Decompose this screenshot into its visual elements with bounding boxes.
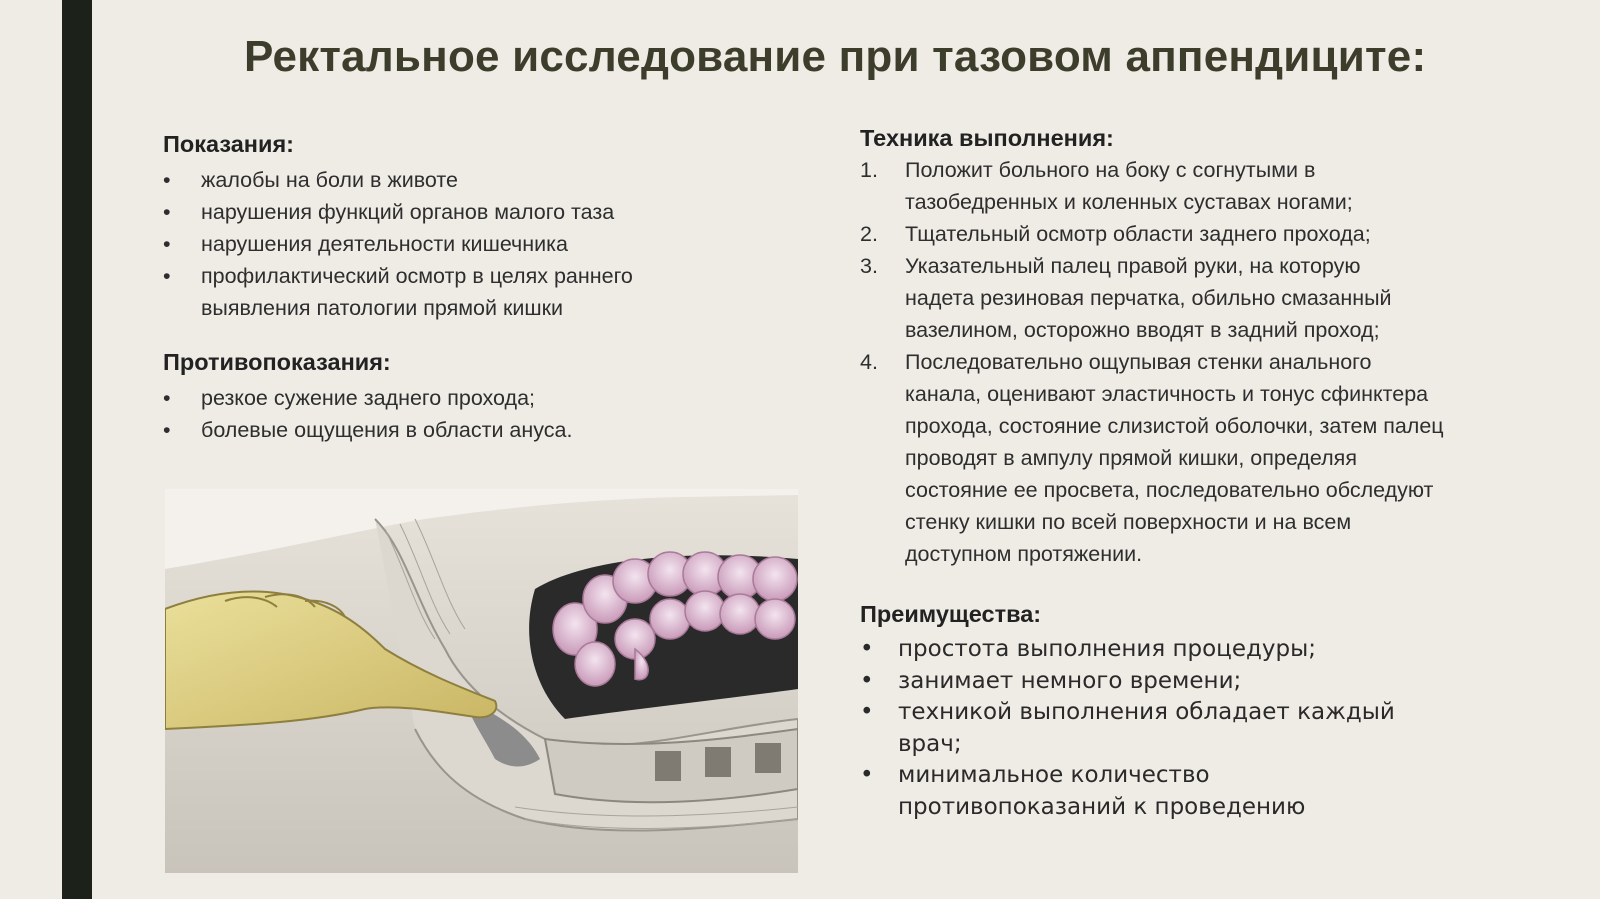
slide-title: Ректальное исследование при тазовом аппендиците: (244, 32, 1427, 81)
list-item (860, 346, 1445, 570)
bullet-icon: • (163, 232, 171, 256)
bullet-icon: • (163, 200, 171, 224)
bullet-icon: • (860, 636, 874, 662)
advantage-text: занимает немного времени; (898, 667, 1242, 694)
left-column (163, 128, 763, 446)
advantage-text: техникой выполнения обладает каждый врач; (898, 699, 1395, 757)
bullet-icon: • (163, 264, 171, 288)
step-text: Последовательно ощупывая стенки анального канала, оценивают эластичность и тонус сфинктера прохода, состояние слизистой оболочки, затем палец проводят в ампулу прямой кишки, определяя состояние ее просвета, последовательно обследуют стенку кишки по всей поверхности и на всем доступном протяжении. (905, 350, 1444, 566)
contraindication-text: болевые ощущения в области ануса. (201, 418, 573, 442)
list-item (860, 154, 1430, 218)
list-item (163, 164, 763, 196)
rectal-exam-illustration (165, 489, 798, 873)
step-number: 2. (860, 222, 878, 246)
step-text: Тщательный осмотр области заднего прохода; (905, 222, 1371, 246)
list-item (860, 760, 1440, 823)
advantage-text: простота выполнения процедуры; (898, 636, 1317, 662)
list-item (860, 666, 1440, 698)
step-text: Указательный палец правой руки, на которую надета резиновая перчатка, обильно смазанный вазелином, осторожно вводят в задний проход; (905, 254, 1392, 342)
advantages-list (860, 634, 1440, 823)
bullet-icon: • (860, 762, 874, 788)
list-item (163, 196, 763, 228)
list-item (163, 228, 763, 260)
technique-steps (860, 154, 1444, 570)
step-number: 3. (860, 254, 878, 278)
step-text: Положит больного на боку с согнутыми в тазобедренных и коленных суставах ногами; (905, 158, 1353, 214)
step-number: 1. (860, 158, 878, 182)
advantages-heading: Преимущества: (860, 601, 1042, 627)
list-item (163, 414, 763, 446)
technique-heading: Техника выполнения: (860, 125, 1114, 151)
step-number: 4. (860, 350, 878, 374)
indication-text: профилактический осмотр в целях раннего выявления патологии прямой кишки (201, 264, 633, 320)
bullet-icon: • (860, 699, 874, 725)
bullet-icon: • (860, 667, 874, 694)
bullet-icon: • (163, 386, 171, 410)
contraindications-list (163, 382, 763, 446)
bullet-icon: • (163, 418, 171, 442)
list-item (860, 634, 1440, 666)
list-item (163, 260, 746, 324)
list-item (860, 250, 1430, 346)
contraindications-heading: Противопоказания: (163, 349, 391, 375)
sidebar-accent-bar (62, 0, 92, 899)
indication-text: жалобы на боли в животе (201, 168, 458, 192)
list-item (163, 382, 763, 414)
bullet-icon: • (163, 168, 171, 192)
contraindication-text: резкое сужение заднего прохода; (201, 386, 536, 410)
list-item (860, 218, 1430, 250)
indications-heading: Показания: (163, 131, 294, 157)
indications-list (163, 164, 763, 324)
right-column (860, 122, 1580, 823)
indication-text: нарушения функций органов малого таза (201, 200, 615, 224)
indication-text: нарушения деятельности кишечника (201, 232, 568, 256)
list-item (860, 697, 1440, 760)
advantage-text: минимальное количество противопоказаний к проведению (898, 762, 1306, 820)
